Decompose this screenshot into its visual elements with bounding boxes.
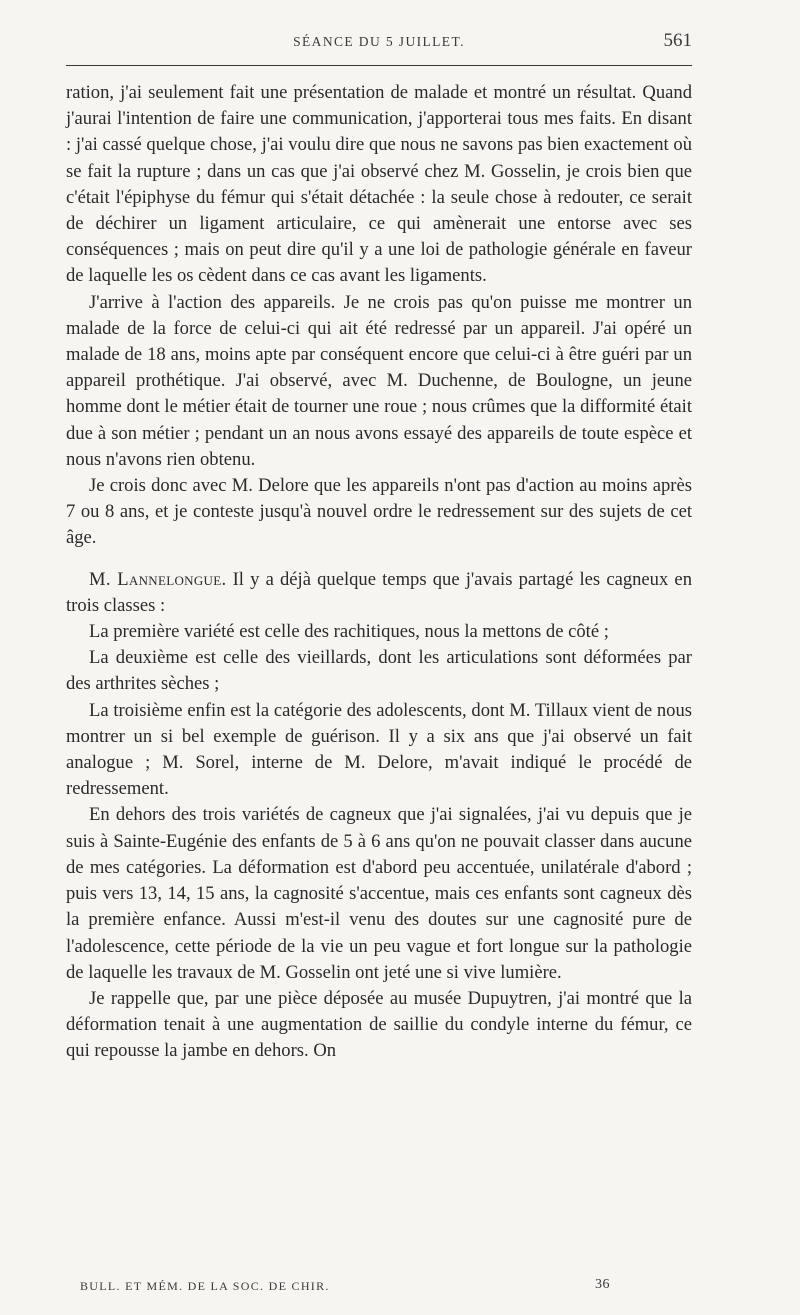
sheet-number: 36 (595, 1277, 610, 1292)
page-footer (80, 1277, 692, 1301)
paragraph-lannelongue (66, 567, 692, 619)
paragraph-other-cases: En dehors des trois variétés de cagneux que j'ai signalées, j'ai vu depuis que je suis à Sainte-Eugénie des enfants de 5 à 6 ans qu'on ne pouvait classer dans aucune de mes catégories. La déformation est d'abord peu accentuée, unilatérale d'abord ; puis vers 13, 14, 15 ans, la cagnosité s'accentue, mais ces enfants sont cagneux dès la première enfance. Aussi m'est-il venu des doutes sur une cagnosité pure de l'adolescence, cette période de la vie un peu vague et fort longue sur la pathologie de laquelle les travaux de M. Gosselin ont jeté une si vive lumière. (66, 804, 692, 983)
paragraph-variety-2: La deuxième est celle des vieillards, dont les articulations sont déformées par des arthrites sèches ; (66, 647, 692, 695)
paragraph-variety-1: La première variété est celle des rachitiques, nous la mettons de côté ; (89, 621, 609, 643)
header-rule (66, 65, 692, 66)
paragraph-continuation: ration, j'ai seulement fait une présentation de malade et montré un résultat. Quand j'aurai l'intention de faire une communication, j'apporterai tous mes faits. En disant : j'ai cassé quelque chose, j'ai voulu dire que nous ne savons pas bien exactement où se fait la rupture ; dans un cas que j'ai observé chez M. Gosselin, je crois bien que c'était l'épiphyse du fémur qui s'était détachée : la seule chose à redouter, ce serait de déchirer un ligament articulaire, ce qui amènerait une entorse avec ses conséquences ; mais on peut dire qu'il y a une loi de pathologie générale en faveur de laquelle les os cèdent dans ce cas avant les ligaments. (66, 82, 692, 287)
running-title: SÉANCE DU 5 JUILLET. (293, 34, 465, 49)
footer-signature: BULL. ET MÉM. DE LA SOC. DE CHIR. (80, 1279, 330, 1293)
paragraph-variety-3: La troisième enfin est la catégorie des adolescents, dont M. Tillaux vient de nous montrer un si bel exemple de guérison. Il y a six ans que j'ai observé un fait analogue ; M. Sorel, interne de M. Delore, m'avait indiqué le procédé de redressement. (66, 699, 692, 800)
speaker-name: M. Lannelongue. (89, 568, 227, 590)
body-text (66, 80, 692, 1065)
speaker-text: Il y a déjà quelque temps que j'avais partagé les cagneux en trois classes : (66, 568, 692, 616)
page-number: 561 (663, 30, 692, 51)
running-head (66, 30, 692, 60)
paragraph-conclusion: Je crois donc avec M. Delore que les appareils n'ont pas d'action au moins après 7 ou 8 ans, et je conteste jusqu'à nouvel ordre le redressement sur des sujets de cet âge. (66, 475, 692, 549)
paragraph-appareils: J'arrive à l'action des appareils. Je ne crois pas qu'on puisse me montrer un malade de la force de celui-ci qui ait été redressé par un appareil. J'ai opéré un malade de 18 ans, moins apte par conséquent encore que celui-ci à être guéri par un appareil prothétique. J'ai observé, avec M. Duchenne, de Boulogne, un jeune homme dont le métier était de tourner une roue ; nous crûmes que la difformité était due à son métier ; pendant un an nous avons essayé des appareils de toute espèce et nous n'avons rien obtenu. (66, 291, 692, 470)
paragraph-dupuytren: Je rappelle que, par une pièce déposée au musée Dupuytren, j'ai montré que la déformation tenait à une augmentation de saillie du condyle interne du fémur, ce qui repousse la jambe en dehors. On (66, 987, 692, 1062)
